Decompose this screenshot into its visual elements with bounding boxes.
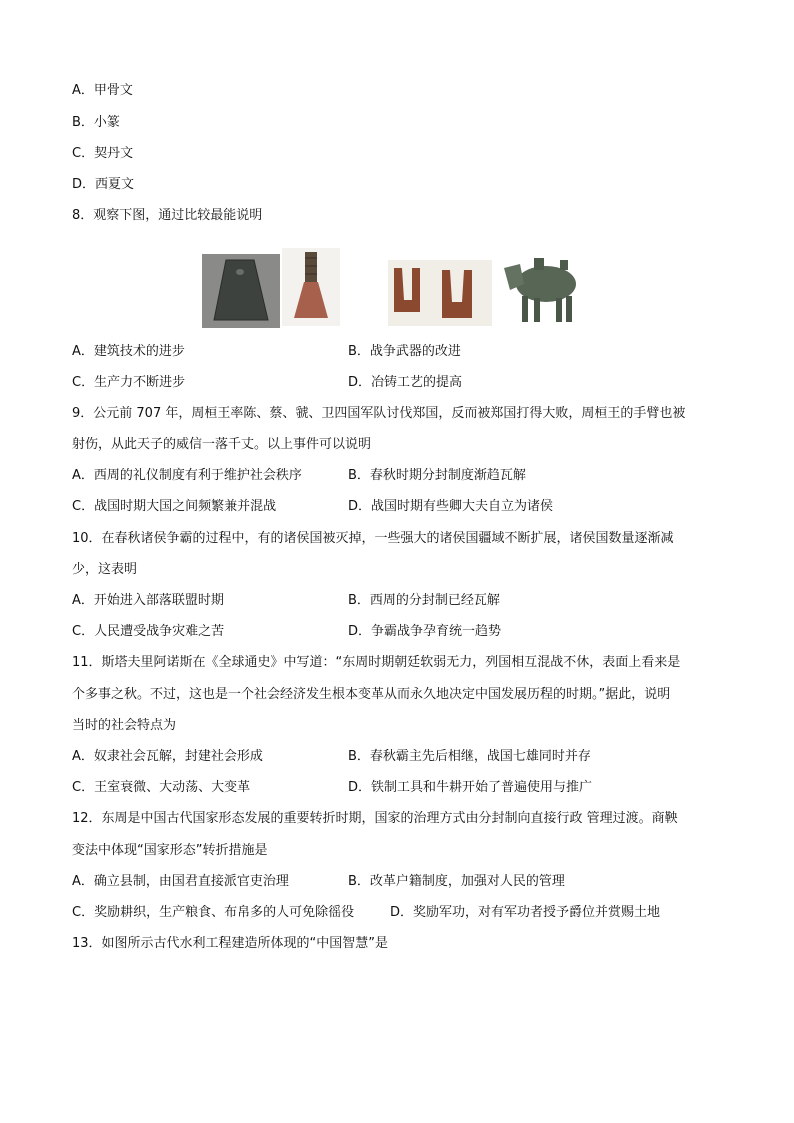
q9-stem-line: 9．公元前 707 年，周桓王率陈、蔡、虢、卫四国军队讨伐郑国，反而被郑国打得大败，周桓王的手臂也被 bbox=[72, 406, 686, 421]
q11-option-a: A．奴隶社会瓦解，封建社会形成 bbox=[72, 749, 263, 764]
q7-option-c: C．契丹文 bbox=[72, 146, 134, 161]
q11-stem-line: 个多事之秋。不过，这也是一个社会经济发生根本变革从而永久地决定中国发展历程的时期。”据此，说明 bbox=[72, 687, 671, 702]
q11-option-d: D．铁制工具和牛耕开始了普遍使用与推广 bbox=[348, 780, 593, 795]
q11-stem-line: 11．斯塔夫里阿诺斯在《全球通史》中写道：“东周时期朝廷软弱无力，列国相互混战不休，表面上看来是 bbox=[72, 655, 681, 670]
q8-option-a: A．建筑技术的进步 bbox=[72, 344, 185, 359]
q12-option-a: A．确立县制，由国君直接派官吏治理 bbox=[72, 874, 289, 889]
q10-option-b: B．西周的分封制已经瓦解 bbox=[348, 593, 500, 608]
q10-stem-line: 少，这表明 bbox=[72, 562, 138, 577]
q8-option-c: C．生产力不断进步 bbox=[72, 375, 186, 390]
iron-two-prong-tool-icon bbox=[388, 260, 492, 326]
q12-stem-line: 12．东周是中国古代国家形态发展的重要转折时期，国家的治理方式由分封制向直接行政 管理过渡。商鞅 bbox=[72, 811, 678, 826]
q10-option-d: D．争霸战争孕育统一趋势 bbox=[348, 624, 502, 639]
q12-option-d: D．奖励军功，对有军功者授予爵位并赏赐土地 bbox=[390, 905, 661, 920]
q13-stem: 13．如图所示古代水利工程建造所体现的“中国智慧”是 bbox=[72, 936, 389, 951]
q9-option-c: C．战国时期大国之间频繁兼并混战 bbox=[72, 499, 277, 514]
q9-option-d: D．战国时期有些卿大夫自立为诸侯 bbox=[348, 499, 554, 514]
stone-spade-icon bbox=[202, 254, 280, 328]
q10-option-c: C．人民遭受战争灾难之苦 bbox=[72, 624, 225, 639]
bronze-spade-icon bbox=[282, 248, 340, 326]
q7-option-d: D．西夏文 bbox=[72, 177, 135, 192]
q10-option-a: A．开始进入部落联盟时期 bbox=[72, 593, 224, 608]
q9-option-a: A．西周的礼仪制度有利于维护社会秩序 bbox=[72, 468, 302, 483]
q7-option-a: A．甲骨文 bbox=[72, 83, 133, 98]
q8-option-b: B．战争武器的改进 bbox=[348, 344, 461, 359]
q12-option-c: C．奖励耕织，生产粮食、布帛多的人可免除徭役 bbox=[72, 905, 355, 920]
q11-option-c: C．王室衰微、大动荡、大变革 bbox=[72, 780, 251, 795]
q9-option-b: B．春秋时期分封制度渐趋瓦解 bbox=[348, 468, 526, 483]
q10-stem-line: 10．在春秋诸侯争霸的过程中，有的诸侯国被灭掉，一些强大的诸侯国疆域不断扩展，诸侯国数量逐渐减 bbox=[72, 531, 674, 546]
q11-option-b: B．春秋霸主先后相继，战国七雄同时并存 bbox=[348, 749, 591, 764]
q12-stem-line: 变法中体现“国家形态”转折措施是 bbox=[72, 843, 268, 858]
q8-stem: 8．观察下图，通过比较最能说明 bbox=[72, 208, 263, 223]
q12-option-b: B．改革户籍制度，加强对人民的管理 bbox=[348, 874, 565, 889]
bronze-ox-zun-icon bbox=[494, 238, 586, 330]
q9-stem-line: 射伤，从此天子的威信一落千丈。以上事件可以说明 bbox=[72, 437, 372, 452]
q11-stem-line: 当时的社会特点为 bbox=[72, 718, 177, 733]
q8-option-d: D．冶铸工艺的提高 bbox=[348, 375, 463, 390]
q7-option-b: B．小篆 bbox=[72, 115, 120, 130]
